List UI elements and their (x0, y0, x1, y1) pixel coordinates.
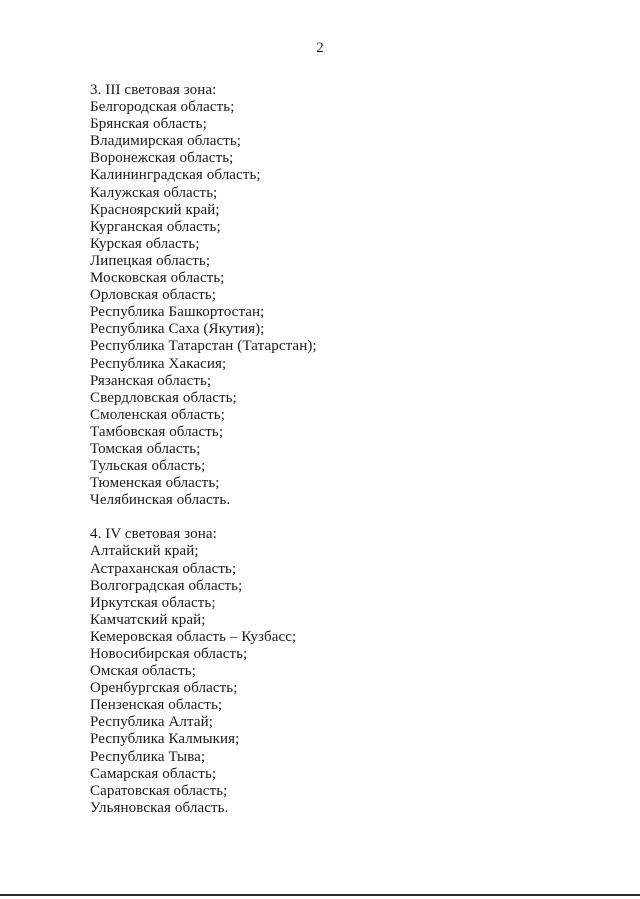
region-list-item: Тамбовская область; (90, 423, 224, 440)
region-list-item: Саратовская область; (90, 782, 228, 799)
region-list-item: Волгоградская область; (90, 577, 243, 594)
region-list-item: Орловская область; (90, 287, 217, 304)
region-list-item: Самарская область; (90, 765, 217, 782)
region-list-item: Республика Алтай; (90, 714, 214, 731)
document-body (90, 82, 610, 817)
region-list-item: Московская область; (90, 270, 225, 287)
region-list-item: Калининградская область; (90, 167, 261, 184)
region-list-item: Иркутская область; (90, 594, 216, 611)
region-list-item: Тульская область; (90, 458, 206, 475)
region-list-item: Республика Хакасия; (90, 355, 227, 372)
region-list-item: Астраханская область; (90, 560, 237, 577)
region-list-item: Красноярский край; (90, 201, 220, 218)
light-zone-3-section (90, 82, 610, 509)
region-list-item: Кемеровская область – Кузбасс; (90, 628, 297, 645)
region-list-item: Брянская область; (90, 116, 207, 133)
region-list-item: Томская область; (90, 440, 201, 457)
region-list-item: Калужская область; (90, 184, 218, 201)
region-list-item: Ульяновская область. (90, 799, 229, 816)
region-list-item: Республика Тыва; (90, 748, 206, 765)
region-list-item: Свердловская область; (90, 389, 237, 406)
region-list-item: Белгородская область; (90, 99, 235, 116)
region-list-item: Смоленская область; (90, 406, 226, 423)
region-list-item: Республика Татарстан (Татарстан); (90, 338, 317, 355)
section-heading: 3. III световая зона: (90, 82, 217, 98)
region-list-item: Республика Калмыкия; (90, 731, 240, 748)
section-heading: 4. IV световая зона: (90, 526, 217, 543)
region-list-item: Новосибирская область; (90, 646, 248, 662)
region-list-item: Алтайский край; (90, 543, 199, 560)
region-list-item: Пензенская область; (90, 697, 223, 714)
page-number: 2 (316, 40, 324, 56)
region-list-item: Тюменская область; (90, 475, 220, 492)
light-zone-4-section (90, 526, 610, 817)
region-list-item: Оренбургская область; (90, 680, 238, 697)
region-list-item: Курская область; (90, 235, 200, 252)
region-list-item: Липецкая область; (90, 252, 211, 269)
region-list-item: Камчатский край; (90, 611, 206, 628)
region-list-item: Владимирская область; (90, 133, 242, 150)
region-list-item: Курганская область; (90, 218, 221, 235)
region-list-item: Воронежская область; (90, 150, 234, 167)
region-list-item: Республика Башкортостан; (90, 304, 265, 321)
region-list-item: Рязанская область; (90, 372, 212, 389)
region-list-item: Республика Саха (Якутия); (90, 321, 265, 338)
region-list-item: Челябинская область. (90, 492, 231, 509)
scan-bottom-edge (0, 894, 640, 896)
region-list-item: Омская область; (90, 663, 196, 680)
